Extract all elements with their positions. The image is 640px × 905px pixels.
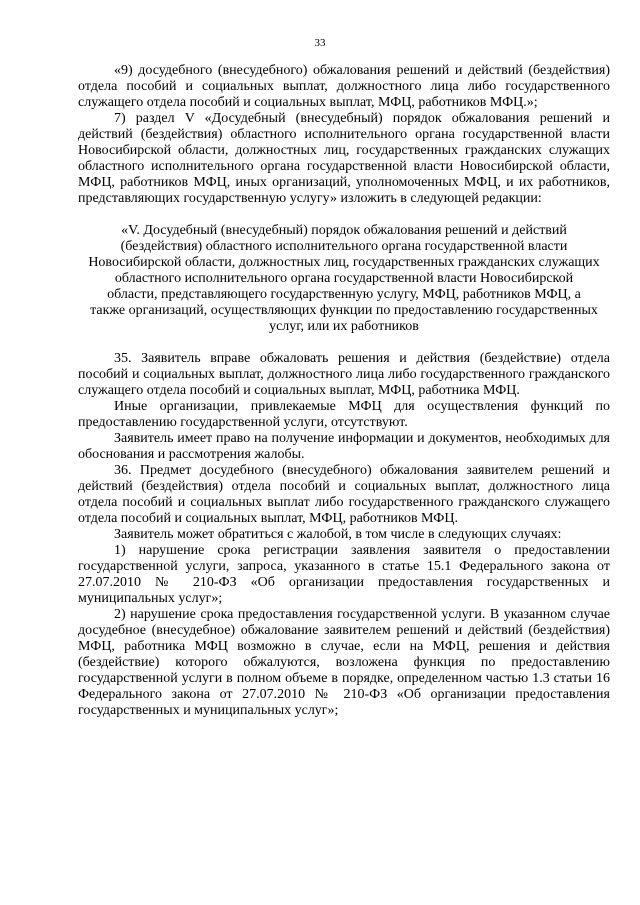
paragraph-right-to-information: Заявитель имеет право на получение информации и документов, необходимых для обоснования и рассмотрения жалобы. [78, 431, 610, 462]
list-item-1: 1) нарушение срока регистрации заявления заявителя о предоставлении государственной услуги, запроса, указанного в статье 15.1 Федерального закона от 27.07.2010 № 210-ФЗ «Об организации предоставления государственных и муниципальных услуг»; [78, 543, 610, 606]
paragraph-other-organizations: Иные организации, привлекаемые МФЦ для осуществления функций по предоставлению государственной услуги, отсутствуют. [78, 399, 610, 430]
page-number: 33 [314, 37, 326, 49]
paragraph-35: 35. Заявитель вправе обжаловать решения и действия (бездействие) отдела пособий и социальных выплат, должностного лица либо государственного гражданского служащего отдела пособий и социальных выплат, МФЦ, работника МФЦ. [78, 351, 610, 398]
document-body [78, 63, 610, 719]
paragraph-item-9: «9) досудебного (внесудебного) обжалования решений и действий (бездействия) отдела пособий и социальных выплат, должностного лица либо государственного служащего отдела пособий и социальных выплат, МФЦ, работников МФЦ.»; [78, 63, 610, 110]
paragraph-36: 36. Предмет досудебного (внесудебного) обжалования заявителем решений и действий (бездействия) отдела пособий и социальных выплат, должностного лица отдела пособий и социальных выплат либо государственного гражданского служащего отдела пособий и социальных выплат, МФЦ, работников МФЦ. [78, 463, 610, 526]
list-item-2: 2) нарушение срока предоставления государственной услуги. В указанном случае досудебное (внесудебное) обжалование заявителем решений и действий (бездействия) МФЦ, работника МФЦ возможно в случае, если на МФЦ, решения и действия (бездействие) которого обжалуются, возложена функция по предоставлению государственной услуги в полном объеме в порядке, определенном частью 1.3 статьи 16 Федерального закона от 27.07.2010 № 210-ФЗ «Об организации предоставления государственных и муниципальных услуг»; [78, 607, 610, 718]
spacer [78, 207, 610, 223]
spacer [78, 335, 610, 351]
paragraph-complaint-cases: Заявитель может обратиться с жалобой, в том числе в следующих случаях: [114, 527, 562, 542]
section-heading: «V. Досудебный (внесудебный) порядок обжалования решений и действий (бездействия) областного исполнительного органа государственной власти Новосибирской области, должностных лиц, государственных гражданских служащих областного исполнительного органа государственной власти Новосибирской области, представляющего государственную услугу, МФЦ, работников МФЦ, а также организаций, осуществляющих функции по предоставлению государственных услуг, или их работников [88, 223, 600, 334]
paragraph-item-7: 7) раздел V «Досудебный (внесудебный) порядок обжалования решений и действий (бездействия) областного исполнительного органа государственной власти Новосибирской области, должностных лиц, государственных гражданских служащих областного исполнительного органа государственной власти Новосибирской области, МФЦ, работников МФЦ, иных организаций, уполномоченных МФЦ, и их работников, представляющих государственную услугу» изложить в следующей редакции: [78, 111, 610, 206]
